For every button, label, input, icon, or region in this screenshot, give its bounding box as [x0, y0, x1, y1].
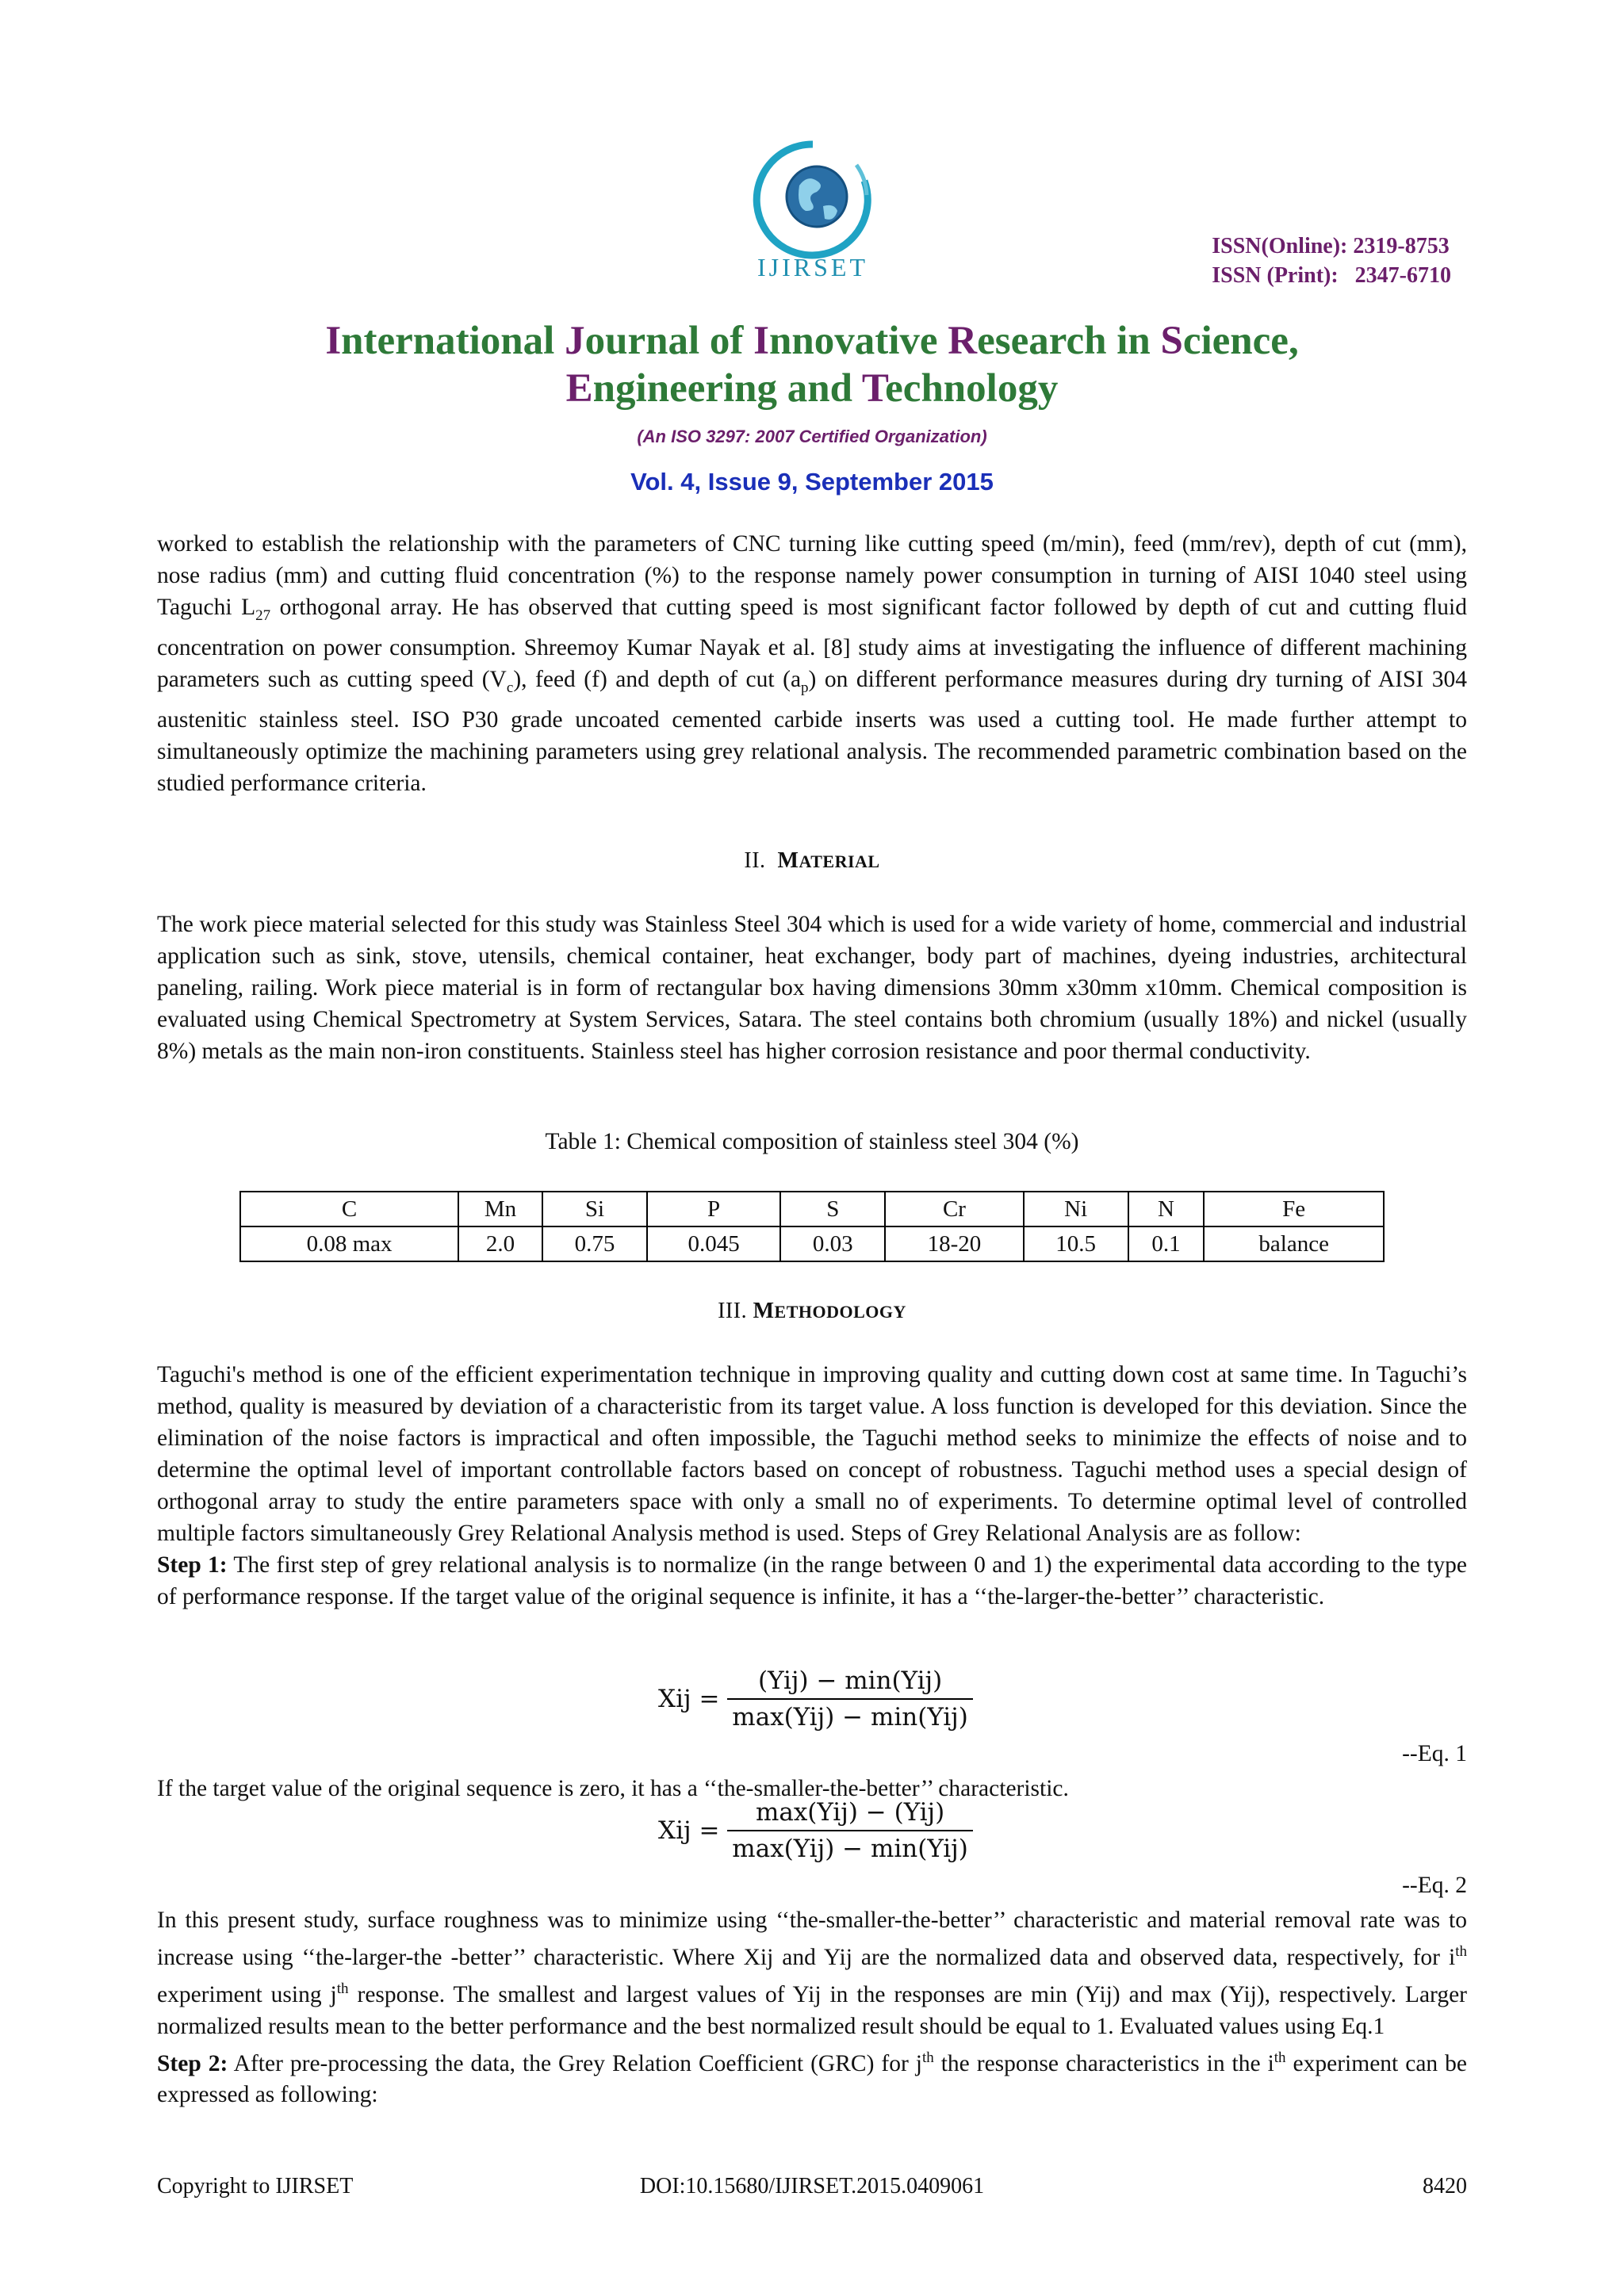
- table-cell: 2.0: [458, 1226, 542, 1261]
- table-header-cell: S: [780, 1192, 885, 1226]
- table-header-cell: N: [1128, 1192, 1205, 1226]
- table-header-cell: Fe: [1204, 1192, 1384, 1226]
- title-word: cience,: [1182, 319, 1299, 363]
- equation-2-label: --Eq. 2: [1402, 1873, 1467, 1898]
- chemical-composition-table: [239, 1191, 1385, 1262]
- table-cell: 0.045: [647, 1226, 780, 1261]
- step2-paragraph: Step 2: After pre-processing the data, the Grey Relation Coefficient (GRC) for $j^{th}$ the response characteristics in the $i^{th}$ experiment can be expressed as following:: [157, 2049, 1467, 2108]
- table-header-cell: Cr: [885, 1192, 1023, 1226]
- title-word: ournal of: [584, 319, 754, 363]
- table-row: [240, 1226, 1384, 1261]
- issn-print: ISSN (Print): 2347-6710: [1212, 263, 1451, 288]
- table-header-cell: Ni: [1024, 1192, 1128, 1226]
- table-header-row: [240, 1192, 1384, 1226]
- title-initial: J: [565, 319, 585, 363]
- table-cell: balance: [1204, 1226, 1384, 1261]
- title-initial: I: [753, 319, 769, 363]
- section-heading-methodology: III. METHODOLOGY: [718, 1299, 906, 1323]
- title-word: nnovative: [768, 319, 948, 363]
- between-equations-text: If the target value of the original sequence is zero, it has a ‘‘the-smaller-the-better’’ characteristic.: [157, 1776, 1069, 1801]
- intro-paragraph: worked to establish the relationship with the parameters of CNC turning like cutting speed (m/min), feed (mm/rev), depth of cut (mm), nose radius (mm) and cutting fluid concentration (%) to the response namely power consumption in turning of AISI 1040 steel using Taguchi $L_{27}$ orthogonal array. He has observed that cutting speed is most significant factor followed by depth of cut and cutting fluid concentration on power consumption. Shreemoy Kumar Nayak et al. [8] study aims at investigating the influence of different machining parameters such as cutting speed $(V_c)$, feed (f) and depth of cut $(a_p)$ on different performance measures during dry turning of AISI 304 austenitic stainless steel. ISO P30 grade uncoated cemented carbide inserts was used a cutting tool. He made further attempt to simultaneously optimize the machining parameters using grey relational analysis. The recommended parametric combination based on the studied performance criteria.: [157, 531, 1467, 796]
- title-word: ngineering and: [592, 366, 862, 411]
- methodology-paragraph: Taguchi's method is one of the efficient experimentation technique in improving quality and cutting down cost at same time. In Taguchi’s method, quality is measured by deviation of a characteristic from its target value. A loss function is developed for this deviation. Since the elimination of the noise factors is impractical and often impossible, the Taguchi method seeks to minimize the effects of noise and to determine the optimal level of important controllable factors based on concept of robustness. Taguchi method uses a special design of orthogonal array to study the entire parameters space with only a small no of experiments. To determine optimal level of controlled multiple factors simultaneously Grey Relational Analysis method is used. Steps of Grey Relational Analysis are as follow: Step 1: The first step of grey relational analysis is to normalize (in the range between 0 and 1) the experimental data according to the type of performance response. If the target value of the original sequence is infinite, it has a ‘‘the-larger-the-better’’ characteristic.: [157, 1359, 1467, 1613]
- title-initial: R: [948, 319, 978, 363]
- table-header-cell: P: [647, 1192, 780, 1226]
- title-initial: S: [1160, 319, 1183, 363]
- table-cell: 10.5: [1024, 1226, 1128, 1261]
- table-header-cell: C: [240, 1192, 458, 1226]
- issn-block: [1212, 232, 1451, 290]
- table-cell: 0.08 max: [240, 1226, 458, 1261]
- title-initial: T: [861, 366, 886, 411]
- title-initial: I: [325, 319, 342, 363]
- equation-1: Xij = $\frac{\text{(Yij) − min⁡(Yij)}}{\text{max(Yij) − min⁡(Yij)}}$: [658, 1667, 973, 1732]
- table-cell: 0.1: [1128, 1226, 1205, 1261]
- table-cell: 18-20: [885, 1226, 1023, 1261]
- footer-doi: DOI:10.15680/IJIRSET.2015.0409061: [639, 2174, 985, 2198]
- issn-online: ISSN(Online): 2319-8753: [1212, 234, 1450, 258]
- table-header-cell: Mn: [458, 1192, 542, 1226]
- title-word: echnology: [885, 366, 1059, 411]
- after-equations-paragraph: In this present study, surface roughness was to minimize using ‘‘the-smaller-the-better’’ characteristic and material removal rate was to increase using ‘‘the-larger-the -better’’ characteristic. Where Xij and Yij are the normalized data and observed data, respectively, for $i^{th}$ experiment using $j^{th}$ response. The smallest and largest values of Yij in the responses are min (Yij) and max (Yij), respectively. Larger normalized results mean to the better performance and the best normalized result should be equal to 1. Evaluated values using Eq.1 Step 2: After pre-processing the data, the Grey Relation Coefficient (GRC) for $j^{th}$ the response characteristics in the $i^{th}$ experiment can be expressed as following:: [157, 1904, 1467, 2110]
- table-cell: 0.03: [780, 1226, 885, 1261]
- table-cell: 0.75: [542, 1226, 647, 1261]
- journal-title-line1: [0, 317, 1624, 365]
- section-heading-material: II. MATERIAL: [744, 848, 880, 873]
- equation-1-label: --Eq. 1: [1402, 1741, 1467, 1766]
- logo-text: IJIRSET: [757, 253, 868, 281]
- volume-issue: Vol. 4, Issue 9, September 2015: [630, 468, 994, 496]
- table-caption: Table 1: Chemical composition of stainless steel 304 (%): [545, 1129, 1079, 1154]
- table-header-cell: Si: [542, 1192, 647, 1226]
- material-paragraph: The work piece material selected for this study was Stainless Steel 304 which is used for a wide variety of home, commercial and industrial application such as sink, stove, utensils, chemical container, heat exchanger, body part of machines, dyeing industries, architectural paneling, railing. Work piece material is in form of rectangular box having dimensions 30mm x30mm x10mm. Chemical composition is evaluated using Chemical Spectrometry at System Services, Satara. The steel contains both chromium (usually 18%) and nickel (usually 8%) metals as the main non-iron constituents. Stainless steel has higher corrosion resistance and poor thermal conductivity.: [157, 912, 1467, 1064]
- footer-copyright: Copyright to IJIRSET: [157, 2174, 354, 2198]
- journal-title-line2: [0, 365, 1624, 412]
- iso-certification: (An ISO 3297: 2007 Certified Organization): [637, 427, 987, 446]
- journal-title: [0, 317, 1624, 412]
- step1-paragraph: Step 1: The first step of grey relational analysis is to normalize (in the range between 0 and 1) the experimental data according to the type of performance response. If the target value of the original sequence is infinite, it has a ‘‘the-larger-the-better’’ characteristic.: [157, 1552, 1467, 1609]
- title-word: nternational: [341, 319, 565, 363]
- journal-logo: [737, 133, 888, 284]
- equation-2: Xij = $\frac{\text{max(Yij) − (Yij)}}{\text{max(Yij) − min⁡(Yij)}}$: [658, 1798, 973, 1863]
- title-initial: E: [565, 366, 593, 411]
- footer-page-number: 8420: [1423, 2174, 1467, 2198]
- title-word: esearch in: [977, 319, 1161, 363]
